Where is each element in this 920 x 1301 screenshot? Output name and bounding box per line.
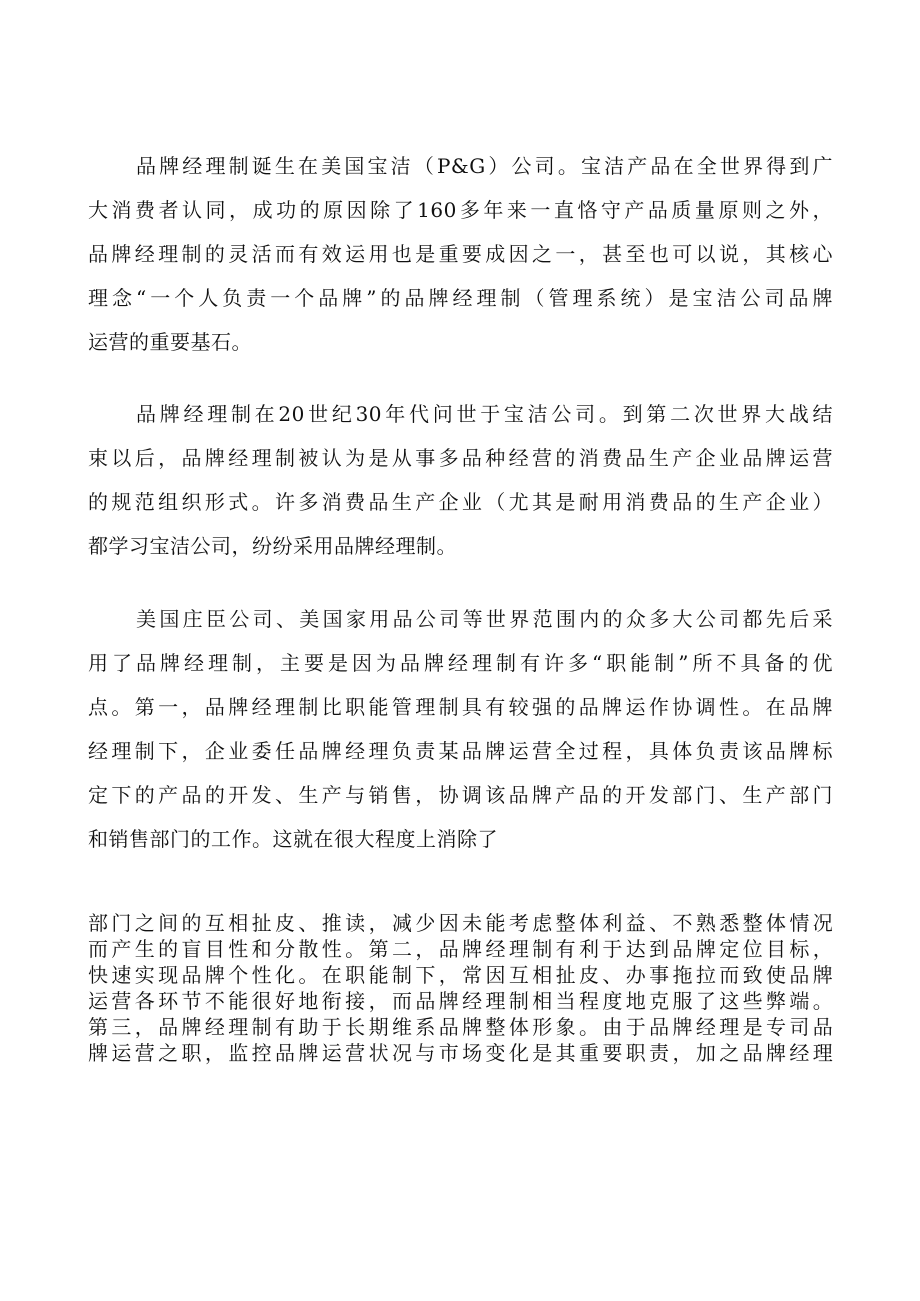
paragraph-line: 运营的重要基石。 xyxy=(88,330,252,354)
paragraph-line: 品牌经理制诞生在美国宝洁（P&G）公司。宝洁产品在全世界得到广 xyxy=(136,154,833,178)
paragraph-line: 用了品牌经理制，主要是因为品牌经理制有许多“职能制”所不具备的优 xyxy=(88,651,833,675)
paragraph-line: 部门之间的互相扯皮、推读，减少因未能考虑整体利益、不熟悉整体情况 xyxy=(88,911,833,935)
paragraph-1 xyxy=(88,144,833,364)
paragraph-line: 美国庄臣公司、美国家用品公司等世界范围内的众多大公司都先后采 xyxy=(136,607,833,631)
paragraph-line: 而产生的盲目性和分散性。第二，品牌经理制有利于达到品牌定位目标， xyxy=(88,937,833,961)
paragraph-line: 大消费者认同，成功的原因除了160多年来一直恪守产品质量原则之外， xyxy=(88,198,833,222)
paragraph-4 xyxy=(88,910,833,1066)
paragraph-2 xyxy=(88,392,833,568)
paragraph-line: 点。第一，品牌经理制比职能管理制具有较强的品牌运作协调性。在品牌 xyxy=(88,695,833,719)
paragraph-line: 经理制下，企业委任品牌经理负责某品牌运营全过程，具体负责该品牌标 xyxy=(88,739,833,763)
paragraph-line: 和销售部门的工作。这就在很大程度上消除了 xyxy=(88,827,498,851)
paragraph-3 xyxy=(88,597,833,861)
paragraph-line: 第三，品牌经理制有助于长期维系品牌整体形象。由于品牌经理是专司品 xyxy=(88,1015,833,1039)
paragraph-line: 理念“一个人负责一个品牌”的品牌经理制（管理系统）是宝洁公司品牌 xyxy=(88,286,833,310)
paragraph-line: 快速实现品牌个性化。在职能制下，常因互相扯皮、办事拖拉而致使品牌 xyxy=(88,963,833,987)
paragraph-line: 牌运营之职，监控品牌运营状况与市场变化是其重要职责，加之品牌经理 xyxy=(88,1041,833,1065)
paragraph-line: 品牌经理制在20世纪30年代问世于宝洁公司。到第二次世界大战结 xyxy=(136,402,833,426)
paragraph-line: 运营各环节不能很好地衔接，而品牌经理制相当程度地克服了这些弊端。 xyxy=(88,989,833,1013)
paragraph-line: 都学习宝洁公司，纷纷采用品牌经理制。 xyxy=(88,534,457,558)
paragraph-line: 定下的产品的开发、生产与销售，协调该品牌产品的开发部门、生产部门 xyxy=(88,783,833,807)
paragraph-line: 品牌经理制的灵活而有效运用也是重要成因之一，甚至也可以说，其核心 xyxy=(88,242,833,266)
paragraph-line: 的规范组织形式。许多消费品生产企业（尤其是耐用消费品的生产企业） xyxy=(88,490,833,514)
paragraph-line: 束以后，品牌经理制被认为是从事多品种经营的消费品生产企业品牌运营 xyxy=(88,446,833,470)
